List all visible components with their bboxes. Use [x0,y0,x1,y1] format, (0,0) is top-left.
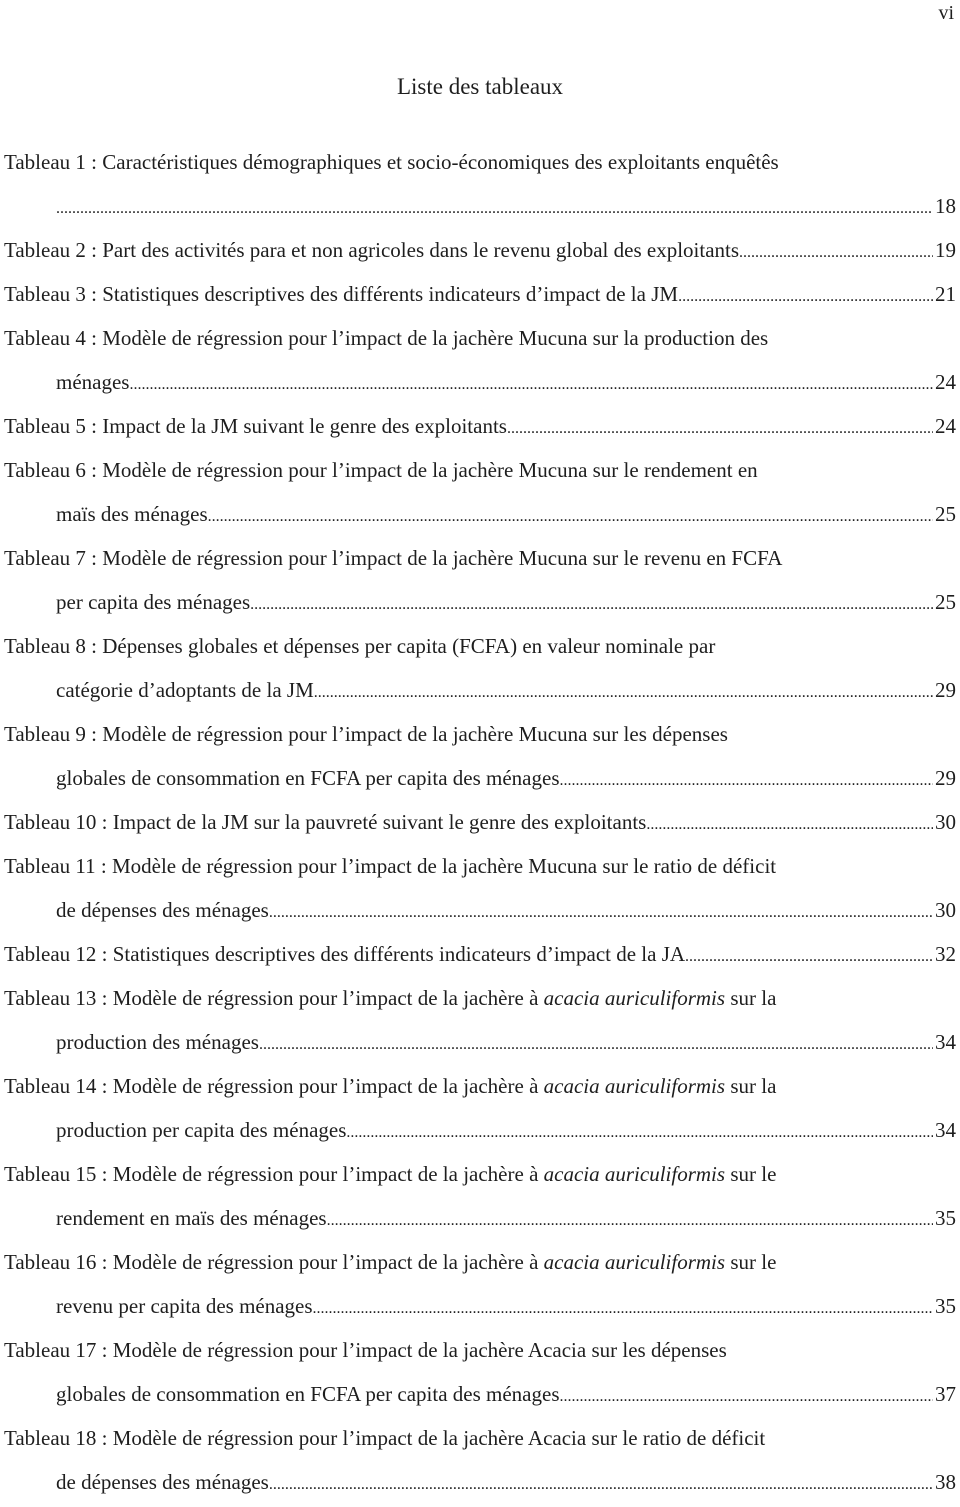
dot-leader [269,888,933,935]
entry-label-continued: de dépenses des ménages [56,1470,269,1494]
dot-leader [259,1020,933,1067]
entry-text-line [4,536,956,580]
entry-page-number: 30 [935,898,956,922]
toc-entry[interactable] [4,1152,956,1240]
entry-label: Tableau 4 : Modèle de régression pour l’impact de la jachère Mucuna sur la production des [4,326,769,350]
entry-label: Tableau 12 : Statistiques descriptives des différents indicateurs d’impact de la JA [4,942,686,966]
entry-label: Tableau 3 : Statistiques descriptives des différents indicateurs d’impact de la JM [4,282,679,306]
entry-page-number: 21 [935,282,956,306]
entry-label-tail: sur le [730,1250,777,1274]
entry-label: Tableau 2 : Part des activités para et non agricoles dans le revenu global des exploitants [4,238,740,262]
dot-leader [313,1284,933,1331]
dot-leader [739,228,933,275]
entry-label: Tableau 15 : Modèle de régression pour l’impact de la jachère à [4,1162,539,1186]
toc-entry[interactable] [4,624,956,712]
dot-leader [346,1108,933,1155]
entry-label-continued: de dépenses des ménages [56,898,269,922]
toc-entry[interactable] [4,140,956,228]
entry-page-number: 29 [935,766,956,790]
toc-entry[interactable] [4,536,956,624]
entry-page-number: 25 [935,590,956,614]
entry-page-number: 29 [935,678,956,702]
entry-label: Tableau 6 : Modèle de régression pour l’impact de la jachère Mucuna sur le rendement en [4,458,758,482]
entry-text-line [4,316,956,360]
entry-label: Tableau 10 : Impact de la JM sur la pauvreté suivant le genre des exploitants [4,810,647,834]
species-name: acacia auriculiformis [543,1162,726,1186]
toc-entry[interactable] [4,1328,956,1416]
entry-label-tail: sur le [730,1162,777,1186]
entry-text-line [4,404,956,448]
entry-text-line [4,228,956,272]
dot-leader [269,1460,933,1507]
entry-text-line [4,712,956,756]
species-name: acacia auriculiformis [543,1074,726,1098]
toc-entry[interactable] [4,228,956,272]
dot-leader [250,580,933,627]
entry-text-line [4,844,956,888]
dot-leader [507,404,933,451]
dot-leader [560,756,934,803]
entry-continuation-line [4,580,956,624]
entry-page-number: 35 [935,1294,956,1318]
entry-continuation-line [4,1020,956,1064]
dot-leader [314,668,933,715]
entry-page-number: 24 [935,414,956,438]
toc-entry[interactable] [4,712,956,800]
entry-label-continued: production des ménages [56,1030,259,1054]
entry-label: Tableau 11 : Modèle de régression pour l’impact de la jachère Mucuna sur le ratio de déficit [4,854,777,878]
entry-text-line [4,272,956,316]
entry-text-line [4,1152,956,1196]
entry-page-number: 37 [935,1382,956,1406]
entry-label: Tableau 8 : Dépenses globales et dépenses per capita (FCFA) en valeur nominale par [4,634,716,658]
toc-entry[interactable] [4,316,956,404]
entry-text-line [4,800,956,844]
toc-entry[interactable] [4,448,956,536]
dot-leader [56,184,933,231]
entry-label: Tableau 18 : Modèle de régression pour l’impact de la jachère Acacia sur le ratio de déficit [4,1426,766,1450]
species-name: acacia auriculiformis [543,986,726,1010]
entry-label-continued: per capita des ménages [56,590,251,614]
dot-leader [646,800,933,847]
entry-page-number: 18 [935,194,956,218]
entry-text-line [4,448,956,492]
entry-page-number: 38 [935,1470,956,1494]
toc-entry[interactable] [4,844,956,932]
toc-entry[interactable] [4,1240,956,1328]
table-of-tables [4,140,956,1504]
entry-text-line [4,976,956,1020]
entry-label-tail: sur la [730,1074,777,1098]
entry-label: Tableau 5 : Impact de la JM suivant le genre des exploitants [4,414,507,438]
entry-text-line [4,140,956,184]
entry-continuation-line [4,1196,956,1240]
entry-label-continued: rendement en maïs des ménages [56,1206,327,1230]
toc-entry[interactable] [4,1064,956,1152]
entry-label-continued: production per capita des ménages [56,1118,347,1142]
entry-continuation-line [4,492,956,536]
entry-continuation-line [4,888,956,932]
dot-leader [560,1372,934,1419]
dot-leader [678,272,933,319]
entry-continuation-line [4,1372,956,1416]
entry-continuation-line [4,360,956,404]
entry-label-continued: catégorie d’adoptants de la JM [56,678,314,702]
entry-label-continued: maïs des ménages [56,502,208,526]
entry-label: Tableau 17 : Modèle de régression pour l’impact de la jachère Acacia sur les dépenses [4,1338,727,1362]
toc-entry[interactable] [4,272,956,316]
entry-continuation-line [4,1460,956,1504]
entry-label-continued: revenu per capita des ménages [56,1294,313,1318]
entry-label: Tableau 1 : Caractéristiques démographiques et socio-économiques des exploitants enquêtês [4,150,779,174]
entry-continuation-line [4,756,956,800]
entry-leader-line [4,184,956,228]
entry-continuation-line [4,1284,956,1328]
entry-text-line [4,1328,956,1372]
entry-text-line [4,1416,956,1460]
entry-text-line [4,1240,956,1284]
entry-continuation-line [4,668,956,712]
entry-page-number: 34 [935,1118,956,1142]
page-title: Liste des tableaux [396,74,564,99]
entry-label: Tableau 7 : Modèle de régression pour l’impact de la jachère Mucuna sur le revenu en FCFA [4,546,783,570]
entry-label-continued: ménages [56,370,130,394]
entry-text-line [4,932,956,976]
toc-entry[interactable] [4,800,956,844]
entry-page-number: 24 [935,370,956,394]
entry-page-number: 32 [935,942,956,966]
toc-entry[interactable] [4,404,956,448]
entry-label: Tableau 16 : Modèle de régression pour l’impact de la jachère à [4,1250,539,1274]
entry-continuation-line [4,1108,956,1152]
toc-entry[interactable] [4,1416,956,1504]
entry-page-number: 30 [935,810,956,834]
entry-text-line [4,1064,956,1108]
entry-text-line [4,624,956,668]
entry-page-number: 19 [935,238,956,262]
entry-label-continued: globales de consommation en FCFA per capita des ménages [56,766,560,790]
entry-page-number: 25 [935,502,956,526]
entry-label-continued: globales de consommation en FCFA per capita des ménages [56,1382,560,1406]
entry-page-number: 34 [935,1030,956,1054]
entry-label: Tableau 13 : Modèle de régression pour l’impact de la jachère à [4,986,539,1010]
entry-label: Tableau 9 : Modèle de régression pour l’impact de la jachère Mucuna sur les dépenses [4,722,728,746]
entry-label-tail: sur la [730,986,777,1010]
entry-page-number: 35 [935,1206,956,1230]
dot-leader [685,932,933,979]
toc-entry[interactable] [4,932,956,976]
toc-entry[interactable] [4,976,956,1064]
species-name: acacia auriculiformis [543,1250,726,1274]
page-number: vi [938,2,954,24]
dot-leader [208,492,933,539]
entry-label: Tableau 14 : Modèle de régression pour l’impact de la jachère à [4,1074,539,1098]
dot-leader [327,1196,933,1243]
dot-leader [129,360,933,407]
